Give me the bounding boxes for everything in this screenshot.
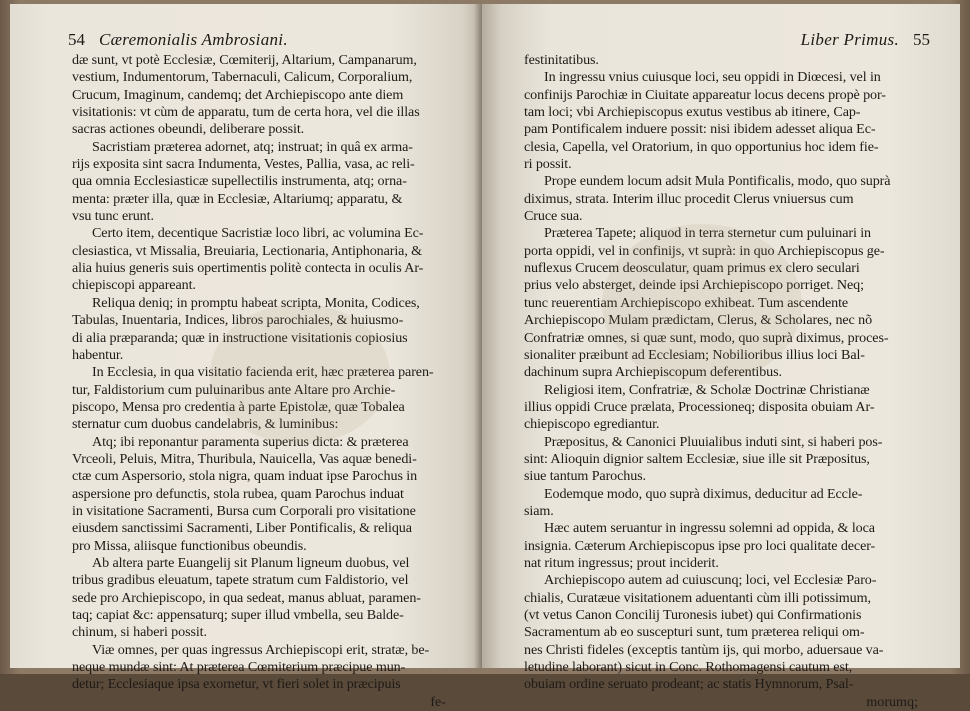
text-line: Cruce sua. [524,208,583,225]
left-running-head [68,30,458,50]
right-page [482,4,960,710]
text-line: dachinum supra Archiepiscopum deferentibus. [524,364,782,381]
text-line: letudine laborant) sicut in Conc. Rothomagensi cautum est, [524,659,853,676]
text-line: tam loci; vbi Archiepiscopus exutus vestibus ab itinere, Cap- [524,104,861,121]
text-line: In ingressu vnius cuiusque loci, seu oppidi in Diœcesi, vel in [544,69,881,86]
right-running-head [524,30,930,50]
text-line: Certo item, decentique Sacristiæ loco libri, ac volumina Ec- [92,225,424,242]
text-line: Archiepiscopo Mulam prædictam, Clerus, & Scholares, nec nõ [524,312,873,329]
text-line: pam Pontificalem induere possit: nisi ibidem adesset aliqua Ec- [524,121,876,138]
text-line: qua omnia Ecclesiasticæ supellectilis instrumenta, atq; orna- [72,173,407,190]
text-line: pro Missa, aliisque functionibus obeundis. [72,537,307,554]
text-line: chinum, si haberi possit. [72,624,207,641]
text-line: visitationis: vt cùm de apparatu, tum de certa hora, vel die illas [72,104,420,121]
text-line: detur; Ecclesiaque ipsa exornetur, vt fieri solet in præcipuis [72,676,401,693]
text-line: chiepiscopo egrediantur. [524,416,660,433]
text-line: Tabulas, Inuentaria, Indices, libros parochiales, & huiusmo- [72,312,404,329]
text-line: chiepiscopi appareant. [72,277,196,294]
text-line: (vt vetus Canon Concilij Turonesis iubet) qui Confirmationis [524,607,862,623]
right-page-text [524,52,930,711]
text-line: prius velo absterget, deinde ipsi Archiepiscopo porriget. Neq; [524,277,864,294]
left-running-title: Cæremonialis Ambrosiani. [99,30,288,49]
text-line: nat ritum ingressus; prout inciderit. [524,554,719,571]
left-catchword: fe- [430,693,446,710]
text-line: aspersione pro defunctis, stola rubea, quam Parochus induat [72,485,404,502]
left-page-number: 54 [68,30,85,49]
text-line: tunc reuerentiam Archiepiscopo exhibeat. Tum ascendente [524,294,849,311]
left-page-text [72,52,458,711]
right-catchword: morumq; [866,693,918,710]
text-line: sint: Alioquin dignior saltem Ecclesiæ, siue ille sit Præpositus, [524,450,870,467]
right-running-title: Liber Primus. [800,30,899,49]
text-line: confinijs Parochiæ in Ciuitate appareatur locus decens propè por- [524,86,886,103]
text-line: obuiam ordine seruato prodeant; ac statis Hymnorum, Psal- [524,676,854,693]
text-line: Præpositus, & Canonici Pluuialibus induti sint, si haberi pos- [544,433,883,450]
text-line: siue tantum Parochus. [524,468,646,485]
text-line: neque mundæ sint: At præterea Cœmiterium præcipue mun- [72,659,406,676]
text-line: clesia, Capella, vel Oratorium, in quo opportunius hoc idem fie- [524,138,879,155]
text-line: Atq; ibi reponantur paramenta superius dicta: & præterea [92,433,409,450]
text-line: Archiepiscopo autem ad cuiuscunq; loci, vel Ecclesiæ Paro- [544,572,877,589]
text-line: illius oppidi Cruce prælata, Processioneq; disposita obuiam Ar- [524,398,875,415]
text-line: Sacramentum ab eo suscepturi sunt, tum præterea reliqui om- [524,624,865,641]
text-line: Prope eundem locum adsit Mula Pontificalis, modo, quo suprà [544,173,891,190]
text-line: tribus gradibus eleuatum, tapete stratum cum Faldistorio, vel [72,572,409,589]
text-line: diximus, strata. Interim illuc procedit Clerus vniuersus cum [524,190,854,207]
left-page [10,4,482,710]
text-line: dæ sunt, vt potè Ecclesiæ, Cœmiterij, Altarium, Campanarum, [72,52,417,68]
text-line: Eodemque modo, quo suprà diximus, deducitur ad Eccle- [544,485,863,502]
text-line: Viæ omnes, per quas ingressus Archiepiscopi erit, stratæ, be- [92,641,430,658]
text-line: rijs exposita sint sacra Indumenta, Vestes, Pallia, vasa, ac reli- [72,156,415,173]
text-line: ri possit. [524,156,572,173]
text-line: Religiosi item, Confratriæ, & Scholæ Doctrinæ Christianæ [544,381,870,398]
text-line: in visitatione Sacramenti, Bursa cum Corporali pro visitatione [72,502,416,519]
text-line: porta oppidi, vel in confinijs, vt suprà: in quo Archiepiscopus ge- [524,242,885,259]
text-line: chialis, Curatæue visitationem aduentanti cùm illi potissimum, [524,589,871,606]
text-line: eiusdem sanctissimi Sacramenti, Liber Pontificalis, & reliqua [72,520,412,537]
text-line: vestium, Indumentorum, Tabernaculi, Calicum, Corporalium, [72,69,413,86]
text-line: Reliqua deniq; in promptu habeat scripta, Monita, Codices, [92,294,420,311]
text-line: nes Christi fideles (exceptis tantùm ijs, qui morbo, aduersaue va- [524,641,884,658]
text-line: Præterea Tapete; aliquod in terra sternetur cum puluinari in [544,225,871,242]
text-line: Confratriæ omnes, si quæ sunt, modo, quo suprà diximus, proces- [524,329,889,346]
text-line: ctæ cum Aspersorio, stola nigra, quam induat ipse Parochus in [72,468,418,485]
text-line: insignia. Cæterum Archiepiscopus ipse pro loci qualitate decer- [524,537,876,554]
text-line: alia huius generis suis opertimentis politè contecta in oculis Ar- [72,260,424,277]
text-line: siam. [524,502,554,519]
text-line: festinitatibus. [524,52,599,68]
text-line: In Ecclesia, in qua visitatio facienda erit, hæc præterea paren- [92,364,434,381]
text-line: Sacristiam præterea adornet, atq; instruat; in quâ ex arma- [92,138,413,155]
right-page-number: 55 [913,30,930,49]
text-line: nuflexus Crucem deosculatur, quam primus ex clero seculari [524,260,860,277]
text-line: Hæc autem seruantur in ingressu solemni ad oppida, & loca [544,520,875,537]
text-line: piscopo, Mensa pro credentia à parte Epistolæ, quæ Tobalea [72,398,405,415]
text-line: clesiastica, vt Missalia, Breuiaria, Lectionaria, Antiphonaria, & [72,242,423,259]
text-line: sede pro Archiepiscopo, in qua sedeat, manus abluat, paramen- [72,589,421,606]
text-line: tur, Faldistorium cum puluinaribus ante Altare pro Archie- [72,381,396,398]
text-line: habentur. [72,346,124,363]
text-line: taq; capiat &c: appensaturq; super illud vmbella, seu Balde- [72,607,404,623]
text-line: sionaliter præibunt ad Ecclesiam; Nobilioribus illius loci Bal- [524,346,865,363]
text-line: vsu tunc erunt. [72,208,154,225]
text-line: di alia præparanda; quæ in instructione visitationis copiosius [72,329,408,346]
text-line: Crucum, Imaginum, candemq; det Archiepiscopo ante diem [72,86,404,103]
text-line: sacras actiones obeundi, deliberare possit. [72,121,305,138]
text-line: Vrceoli, Peluis, Mitra, Thuribula, Nauicella, Vas aquæ benedi- [72,450,417,467]
text-line: sternatur cum duobus candelabris, & luminibus: [72,416,339,433]
text-line: Ab altera parte Euangelij sit Planum ligneum duobus, vel [92,554,410,571]
text-line: menta: præter illa, quæ in Ecclesiæ, Altariumq; apparatu, & [72,190,403,207]
